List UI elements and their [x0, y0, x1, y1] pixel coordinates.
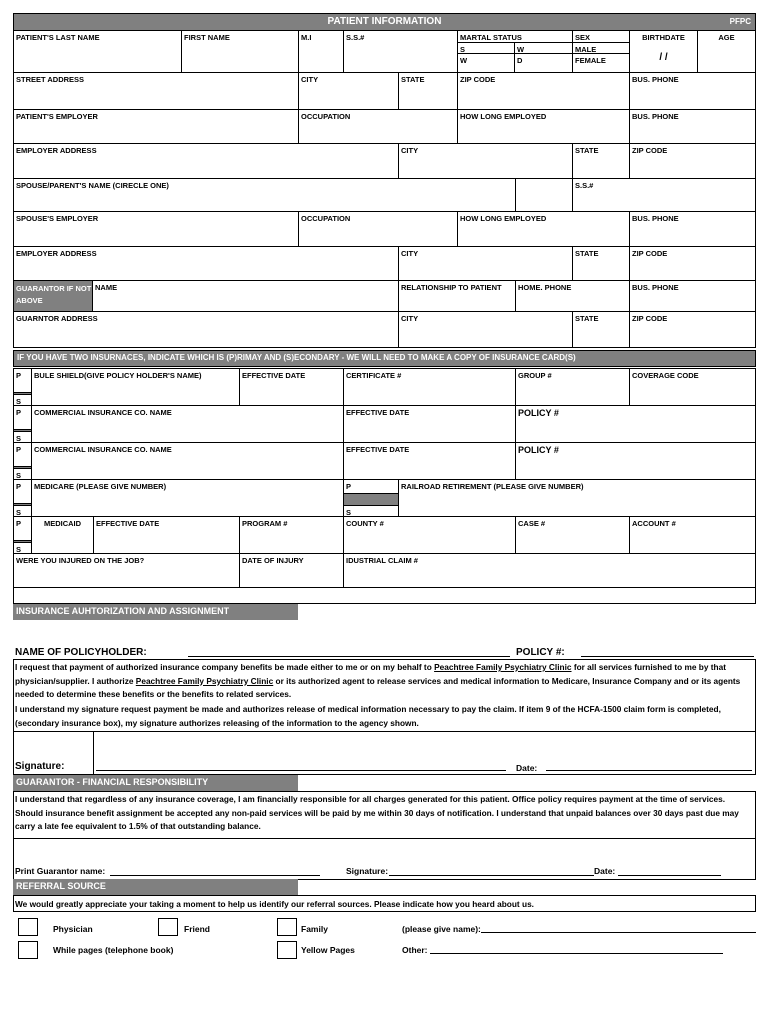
policyholder-label: NAME OF POLICYHOLDER:	[15, 647, 147, 658]
sex-female-option[interactable]: FEMALE	[572, 53, 630, 73]
group-field[interactable]: GROUP #	[515, 368, 630, 406]
financial-text: I understand that regardless of any insurance coverage, I am financially responsible for all charges generated for this patient. Office policy requires payment at the time of services. Should insurance benefit assignment be accepted any non-paid services will be paid by me within 30 days of notification. I understand that unpaid balances over 30 days past due may carry a late fee equivalent to 1.5% of that outstanding balance.	[15, 794, 739, 832]
date-of-injury-field[interactable]: DATE OF INJURY	[239, 553, 344, 588]
referral-heading: REFERRAL SOURCE	[13, 879, 298, 895]
guarantor-address-field[interactable]: GUARNTOR ADDRESS	[13, 311, 399, 348]
guarantor-label: GUARANTOR IF NOT ABOVE	[13, 280, 93, 312]
policy-1-field[interactable]: POLICY #	[515, 405, 756, 443]
white-pages-checkbox[interactable]	[18, 941, 38, 959]
spouse-employer-field[interactable]: SPOUSE'S EMPLOYER	[13, 211, 299, 247]
first-name-field[interactable]: FIRST NAME	[181, 30, 299, 73]
account-field[interactable]: ACCOUNT #	[629, 516, 756, 554]
signature-label: Signature:	[15, 761, 65, 772]
ins5-s-marker[interactable]: S	[13, 542, 32, 554]
occupation-field[interactable]: OCCUPATION	[298, 109, 458, 144]
railroad-s-marker[interactable]: S	[343, 505, 399, 517]
guarantor-signature-label: Signature:	[346, 866, 389, 876]
ins1-s-marker[interactable]: S	[13, 394, 32, 406]
patient-employer-field[interactable]: PATIENT'S EMPLOYER	[13, 109, 299, 144]
guarantor-home-phone-field[interactable]: HOME. PHONE	[515, 280, 630, 312]
spouse-name-field[interactable]: SPOUSE/PARENT'S NAME (CIRECLE ONE)	[13, 178, 516, 212]
ins4-p-marker[interactable]: P	[13, 479, 32, 504]
other-input-line[interactable]	[430, 943, 723, 954]
commercial-2-effective-date-field[interactable]: EFFECTIVE DATE	[343, 442, 516, 480]
how-long-employed-field[interactable]: HOW LONG EMPLOYED	[457, 109, 630, 144]
policy-number-input-line[interactable]	[581, 645, 754, 657]
bus-phone-2-field[interactable]: BUS. PHONE	[629, 109, 756, 144]
marital-single-option[interactable]: S	[457, 42, 515, 54]
family-label: Family	[301, 924, 328, 934]
white-pages-label: While pages (telephone book)	[53, 945, 174, 955]
give-name-input-line[interactable]	[481, 922, 756, 933]
certificate-field[interactable]: CERTIFICATE #	[343, 368, 516, 406]
spouse-state-field[interactable]: STATE	[572, 246, 630, 281]
signature-input-line[interactable]	[96, 759, 506, 771]
sex-male-option[interactable]: MALE	[572, 42, 630, 54]
program-field[interactable]: PROGRAM #	[239, 516, 344, 554]
blank-row	[13, 587, 756, 604]
authorization-heading: INSURANCE AUHTORIZATION AND ASSIGNMENT	[13, 604, 298, 620]
physician-label: Physician	[53, 924, 93, 934]
friend-label: Friend	[184, 924, 210, 934]
railroad-p-marker[interactable]: P	[343, 479, 399, 494]
ins2-s-marker[interactable]: S	[13, 431, 32, 443]
spouse-employer-address-field[interactable]: EMPLOYER ADDRESS	[13, 246, 399, 281]
employer-zip-field[interactable]: ZIP CODE	[629, 143, 756, 179]
ins1-p-marker[interactable]: P	[13, 368, 32, 393]
blue-shield-field[interactable]: BULE SHIELD(GIVE POLICY HOLDER'S NAME)	[31, 368, 240, 406]
policyholder-input-line[interactable]	[188, 645, 510, 657]
guarantor-zip-field[interactable]: ZIP CODE	[629, 311, 756, 348]
clinic-name-1: Peachtree Family Psychiatry Clinic	[434, 662, 572, 672]
print-guarantor-label: Print Guarantor name:	[15, 866, 106, 876]
injured-on-job-field[interactable]: WERE YOU INJURED ON THE JOB?	[13, 553, 240, 588]
case-field[interactable]: CASE #	[515, 516, 630, 554]
spouse-zip-field[interactable]: ZIP CODE	[629, 246, 756, 281]
birthdate-field[interactable]: BIRTHDATE / /	[629, 30, 698, 73]
medicaid-effective-date-field[interactable]: EFFECTIVE DATE	[93, 516, 240, 554]
spouse-city-field[interactable]: CITY	[398, 246, 573, 281]
policy-number-label: POLICY #:	[516, 647, 565, 658]
age-field[interactable]: AGE	[697, 30, 756, 73]
authorization-paragraph-1: I request that payment of authorized insurance company benefits be made either to me or on my behalf to Peachtree Family Psychiatry Clinic for all services furnished to me by that physician/supplier. I authorize Peachtree Family Psychiatry Clinic or its authorized agent to release services and medical information to Medicare, Insurance Company and or its agents needed to determine these benefits or the benefits to related services.	[15, 662, 741, 700]
guarantor-date-input-line[interactable]	[618, 865, 721, 876]
guarantor-date-label: Date:	[594, 866, 616, 876]
ins3-s-marker[interactable]: S	[13, 468, 32, 480]
other-label: Other:	[402, 945, 428, 955]
street-address-field[interactable]: STREET ADDRESS	[13, 72, 299, 110]
bus-phone-field[interactable]: BUS. PHONE	[629, 72, 756, 110]
employer-address-field[interactable]: EMPLOYER ADDRESS	[13, 143, 399, 179]
marital-widowed-option[interactable]: W	[514, 42, 573, 54]
ins3-p-marker[interactable]: P	[13, 442, 32, 467]
guarantor-bus-phone-field[interactable]: BUS. PHONE	[629, 280, 756, 312]
medicaid-field[interactable]: MEDICAID	[31, 516, 94, 554]
yellow-pages-label: Yellow Pages	[301, 945, 355, 955]
birthdate-slashes: / /	[659, 52, 668, 63]
coverage-code-field[interactable]: COVERAGE CODE	[629, 368, 756, 406]
friend-checkbox[interactable]	[158, 918, 178, 936]
clinic-name-2: Peachtree Family Psychiatry Clinic	[135, 675, 274, 686]
marital-divorced-option[interactable]: D	[514, 53, 573, 73]
marital-status-label: MARTAL STATUS	[457, 30, 573, 43]
spouse-how-long-field[interactable]: HOW LONG EMPLOYED	[457, 211, 630, 247]
form-code: PFPC	[729, 17, 751, 26]
employer-city-field[interactable]: CITY	[398, 143, 573, 179]
sex-label: SEX	[572, 30, 630, 43]
yellow-pages-checkbox[interactable]	[277, 941, 297, 959]
spouse-bus-phone-field[interactable]: BUS. PHONE	[629, 211, 756, 247]
state-field[interactable]: STATE	[398, 72, 458, 110]
city-field[interactable]: CITY	[298, 72, 399, 110]
give-name-label: (please give name):	[402, 924, 481, 934]
policy-2-field[interactable]: POLICY #	[515, 442, 756, 480]
guarantor-signature-input-line[interactable]	[389, 865, 594, 876]
commercial-1-effective-date-field[interactable]: EFFECTIVE DATE	[343, 405, 516, 443]
commercial-insurance-1-field[interactable]: COMMERCIAL INSURANCE CO. NAME	[31, 405, 344, 443]
signature-date-label: Date:	[516, 763, 538, 773]
guarantor-city-field[interactable]: CITY	[398, 311, 573, 348]
zip-code-field[interactable]: ZIP CODE	[457, 72, 630, 110]
referral-text: We would greatly appreciate your taking a moment to help us identify our referral sources. Please indicate how you heard about us.	[15, 899, 534, 909]
spouse-ssn-field[interactable]: S.S.#	[572, 178, 756, 212]
industrial-claim-field[interactable]: IDUSTRIAL CLAIM #	[343, 553, 756, 588]
insurance-banner: IF YOU HAVE TWO INSURNACES, INDICATE WHICH IS (P)RIMAY AND (S)ECONDARY - WE WILL NEED TO MAKE A COPY OF INSURANCE CARD(S)	[13, 350, 756, 367]
form-title: PATIENT INFORMATION	[327, 16, 442, 27]
effective-date-field[interactable]: EFFECTIVE DATE	[239, 368, 344, 406]
ins2-p-marker[interactable]: P	[13, 405, 32, 430]
ins5-p-marker[interactable]: P	[13, 516, 32, 541]
financial-heading: GUARANTOR - FINANCIAL RESPONSIBILITY	[13, 775, 298, 791]
employer-state-field[interactable]: STATE	[572, 143, 630, 179]
physician-checkbox[interactable]	[18, 918, 38, 936]
guarantor-name-field[interactable]: NAME	[92, 280, 399, 312]
railroad-retirement-field[interactable]: RAILROAD RETIREMENT (PLEASE GIVE NUMBER)	[398, 479, 756, 517]
relationship-field[interactable]: RELATIONSHIP TO PATIENT	[398, 280, 516, 312]
patient-last-name-field[interactable]: PATIENT'S LAST NAME	[13, 30, 182, 73]
marital-w-option[interactable]: W	[457, 53, 515, 73]
spouse-blank-field[interactable]	[515, 178, 573, 212]
spouse-occupation-field[interactable]: OCCUPATION	[298, 211, 458, 247]
family-checkbox[interactable]	[277, 918, 297, 936]
county-field[interactable]: COUNTY #	[343, 516, 516, 554]
authorization-paragraph-2: I understand my signature request payment be made and authorizes release of medical information necessary to pay the claim. If item 9 of the HCFA-1500 claim form is completed, (secondary insurance box), my signature authorizes releasing of the information to the agency shown.	[15, 704, 721, 728]
mi-field[interactable]: M.I	[298, 30, 344, 73]
medicare-field[interactable]: MEDICARE (PLEASE GIVE NUMBER)	[31, 479, 344, 517]
print-guarantor-input-line[interactable]	[110, 865, 320, 876]
ins4-s-marker[interactable]: S	[13, 505, 32, 517]
signature-date-input-line[interactable]	[546, 759, 752, 771]
guarantor-state-field[interactable]: STATE	[572, 311, 630, 348]
ssn-field[interactable]: S.S.#	[343, 30, 458, 73]
commercial-insurance-2-field[interactable]: COMMERCIAL INSURANCE CO. NAME	[31, 442, 344, 480]
form-header	[13, 13, 756, 31]
